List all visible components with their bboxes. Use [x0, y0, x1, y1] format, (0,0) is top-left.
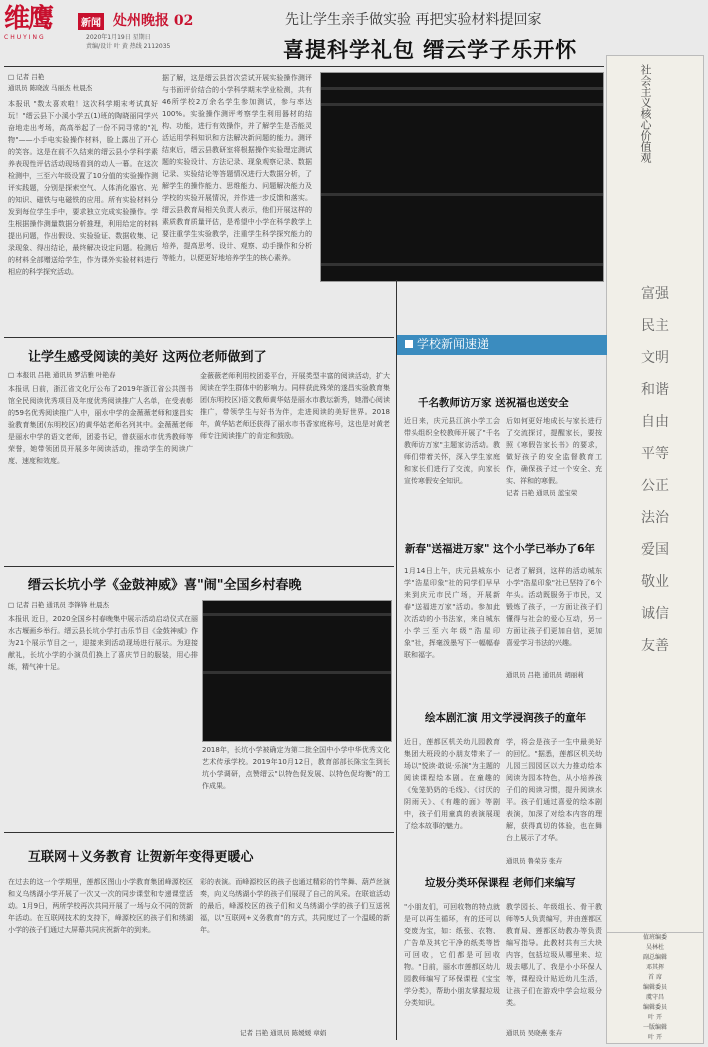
editorial-box	[606, 932, 704, 1044]
news-title: 绘本剧汇演 用文学浸润孩子的童年	[425, 712, 587, 724]
editorial-line: 叶 开	[648, 1034, 662, 1041]
editorial-line: 副总编辑	[642, 954, 667, 961]
core-values-sidebar	[606, 55, 704, 933]
article-rule	[4, 566, 394, 567]
logo-text: 维鹰	[4, 4, 53, 34]
article-byline: □ 记者 吕艳 通讯员 李锋锋 杜晨杰	[8, 601, 109, 609]
news-title: 新春"送福进万家" 这个小学已举办了6年	[405, 543, 595, 555]
page-number: 02	[173, 13, 194, 29]
section-tag: 新闻	[78, 13, 104, 30]
article-byline: □ 本报讯 吕艳 通讯员 罗洁雅 叶艳春	[8, 371, 116, 379]
value-item: 和谐	[641, 382, 669, 398]
article-col1: 在过去的这一个学期里，莲都区图山小学教育集团峰源校区和义乌绣湖小学开展了一次又一次的同步课堂和专递课堂活动。1月9日，两所学校再次共同开展了一场与众不同的贺新年活动。在互联网技术的支持下，峰源校区的孩子们和绣湖小学的孩子们通过大屏幕共同庆祝新年的到来。	[8, 878, 193, 934]
editorial-line: 首 席	[648, 974, 662, 981]
article-title: 缙云长坑小学《金鼓神威》喜"闹"全国乡村春晚	[28, 578, 302, 593]
value-item: 文明	[641, 350, 669, 366]
lead-byline	[8, 72, 158, 94]
news-col1: "小朋友们，可回收物的特点就是可以再生循环，有的还可以变废为宝，如：纸张、衣物、广告单及其它干净的纸类等皆可回收，它们都是可回收物。"日前，丽水市莲都区幼儿园教师编写了环保课程《宝宝学分类》，帮助小朋友掌握垃圾分类知识。	[404, 903, 500, 1007]
value-item: 诚信	[641, 606, 669, 622]
paper-name	[113, 10, 193, 30]
editorial-line: 一版编辑	[642, 1024, 667, 1031]
news-col2: 学，将会是孩子一生中最美好的回忆。"据悉，莲都区机关幼儿园三园园区以大力推动绘本阅读为园本特色，从小培养孩子们的阅读习惯，提升阅读水平。孩子们通过喜爱的绘本剧表演，加深了对绘本内容的理解，获得真切的体验，也在舞台上展示了才华。	[506, 738, 602, 842]
lead-kicker: 先让学生亲手做实验 再把实验材料提回家	[285, 12, 542, 28]
value-item: 敬业	[641, 574, 669, 590]
article-col2: 2018年，长坑小学被确定为第二批全国中小学中华优秀文化艺术传承学校。2019年10月12日，教育部部长陈宝生到长坑小学调研，点赞缙云"以特色促发展、以特色促均衡"的工作成果。	[202, 746, 390, 790]
lead-col2: 据了解，这是缙云县首次尝试开展实验操作测评与书面评价结合的小学科学期末学业检测，共有46所学校2万余名学生参加测试，参与率达100%。实验操作测评考察学生利用器材的结构、功能，进行有效操作，并了解学生是否能灵活运用学科知识和方法解决新问题的能力。测评结束后，缙云县教研室将根据操作实验理定测试题的实验设计、方法记录、现象观察记录、数据记录、实验结论等答题情况进行大数据分析，了解学生的操作能力、思维能力、问题解决能力及学校的实验开展情况，并作进一步反馈和落实。缙云县教育局相关负责人表示，他们开展这样的素质教育质量评估，是希望中小学在科学教学上要注重学生实验教学，注重学生科学探究能力的培养，提高思考、设计、观察、动手操作和分析等能力，以便更好地培养学生的核心素养。	[162, 74, 312, 262]
paper-title: 处州晚报	[113, 13, 169, 29]
news-col2: 记者了解到，这样的活动城东小学"浩星印象"社已坚持了6个年头。活动既服务于市民，又锻炼了孩子，一方面让孩子们懂得与社会的爱心互动，另一方面让孩子们更加自信，更加喜爱学习书法的兴趣。	[506, 567, 602, 647]
article-rule	[4, 832, 394, 833]
article-title: 让学生感受阅读的美好 这两位老师做到了	[28, 350, 267, 365]
news-title: 垃圾分类环保课程 老师们来编写	[425, 877, 576, 889]
news-col2: 教学园长、年级组长、骨干教师等5人负责编写，并由莲都区教育局、莲都区幼教办等负责编写指导。此教材共有三大块内容，包括垃圾从哪里来、垃圾去哪儿了、我是小小环保人等，课程设计贴近幼儿生活，让孩子们在游戏中学会垃圾分类。	[506, 903, 602, 1007]
editorial-line: 邓其挥	[645, 964, 664, 971]
news-col1: 近日来，庆元县江滨小学工会带头组织全校教师开展了"千名教师访万家"主题家访活动。教师们带着关怀，深入学生家庭和家长们进行了交流，向家长宣传寒假安全知识。	[404, 417, 500, 485]
news-col1: 近日，莲都区机关幼儿园教育集团大班段的小朋友带来了一场以"悦读·敢说·乐演"为主题的阅读课程绘本剧。在童趣的《兔笼奶奶的毛线》、《讨厌的阴雨天》、《有趣的面》等剧中，孩子们用童真的表演展现了绘本故事的魅力。	[404, 738, 500, 830]
column-divider	[396, 280, 397, 1040]
news-col2: 后如何更好地成长与家长进行了交流探讨，提醒家长，要按照《寒假告家长书》的要求，做好孩子的安全监督教育工作，确保孩子过一个安全、充实、祥和的寒假。	[506, 417, 602, 485]
news-byline: 记者 吕艳 通讯员 蓝宝荣	[506, 489, 578, 497]
article-col2: 彩的表演。而峰源校区的孩子也通过精彩的竹竿舞、葫芦丝演奏，向义乌绣湖小学的孩子们展现了自己的风采。在联谊活动的最后，峰源校区的孩子们和义乌绣湖小学的孩子们互送祝福，以"互联网+义务教育"的方式，共同度过了一个温暖的新年。	[200, 878, 390, 934]
lead-byline-reporter: □ 记者 吕艳	[8, 73, 45, 81]
news-byline: 通讯员 鲁荣芬 张卉	[506, 857, 563, 865]
value-item: 友善	[641, 638, 669, 654]
logo-subtext: CHUYING	[4, 34, 46, 41]
article-col1: 本报讯 近日，2020全国乡村春晚集中展示活动启动仪式在丽水古堰画乡举行。缙云县长坑小学打击乐节目《金鼓神威》作为21个展示节目之一，迎接来到活动现场进行展示。为迎接献礼，长坑小学的小演员们换上了喜庆节日的服装，用心排练，精气神十足。	[8, 615, 198, 671]
masthead-rule	[4, 66, 604, 67]
article-title: 互联网＋义务教育 让贺新年变得更暖心	[28, 850, 254, 865]
editorial-line: 值班编委	[642, 934, 667, 941]
article-col2: 金薇薇老师利用校团委平台，开展类型丰富的阅读活动，扩大阅读在学生群体中的影响力。同样获此殊荣的遂昌实验教育集团(东明校区)语文教师黄华姑是丽水市教坛新秀，她潜心阅读推广，带领学生与好书为伴，走进阅读的美好世界。2018年，黄华姑老师还获得了丽水市书香家庭称号，这也是对黄老师专注阅读推广的肯定和鼓励。	[200, 372, 390, 440]
value-item: 公正	[641, 478, 669, 494]
core-values-list	[607, 278, 703, 662]
lead-headline: 喜提科学礼包 缙云学子乐开怀	[283, 38, 578, 62]
value-item: 民主	[641, 318, 669, 334]
editorial-line: 编辑委员	[642, 1004, 667, 1011]
date-line: 2020年1月19日 星期日	[86, 34, 151, 41]
article-col1: 本报讯 日前，浙江省文化厅公布了2019年浙江省公共图书馆全民阅读优秀项目及年度优秀阅读推广人名单，在受表彰的59名优秀阅读推广人中，丽水中学的金薇薇老师和遂昌实验教育集团(东明校区)的黄华姑老师名列其中。金薇薇老师是丽水中学的语文老师，团委书记，曾获丽水市优秀教师等荣誉，她带领团员开展多年阅读活动，推动学生的阅读广度、速度和效度。	[8, 385, 193, 465]
news-byline: 通讯员 吴晓燕 张卉	[506, 1029, 563, 1037]
value-item: 平等	[641, 446, 669, 462]
value-item: 法治	[641, 510, 669, 526]
editor-line: 责编/设计 叶 黄 热线 2112035	[86, 43, 171, 50]
value-item: 富强	[641, 286, 669, 302]
lead-byline-correspondents: 通讯员 陈晓波 马丽杰 杜晨杰	[8, 84, 93, 92]
editorial-line: 吴林杜	[645, 944, 664, 951]
editorial-line: 编辑委员	[642, 984, 667, 991]
news-banner-label: 学校新闻速递	[417, 337, 490, 351]
newspaper-logo	[4, 4, 76, 44]
core-values-motto: 社会主义核心价值观	[639, 64, 652, 163]
editorial-line: 叶 开	[648, 1014, 662, 1021]
news-title: 千名教师访万家 送祝福也送安全	[418, 397, 569, 409]
value-item: 爱国	[641, 542, 669, 558]
news-col1: 1月14日上午，庆元县城东小学"浩星印象"社的同学们早早来到庆元市民广场，开展新春"送福进万家"活动。参加此次活动的小书法家，来自城东小学三至六年级"浩星印象"社，挥毫泼墨写下一幅幅春联和福字。	[404, 567, 500, 659]
editorial-line: 虞守昌	[645, 994, 664, 1001]
article-photo	[202, 600, 392, 742]
lead-photo	[320, 72, 604, 282]
news-byline: 通讯员 吕艳 通讯员 胡丽莉	[506, 671, 584, 679]
lead-col1: 本报讯 "数太喜欢啦！这次科学期末考试真好玩！"缙云县下小溪小学五(1)班的陶晓丽同学兴奋地走出考场，高高举起了一份不同寻常的"礼物"——小手电实验操作材料，脸上露出了开心的笑容。这是在前不久结束的缙云县小学科学素养表现性评估活动现场看到的动人一幕。在这次检测中，三至六年级设置了10分值的实验操作测评实践题，分别是探索空气、人体消化器官、光的知识、磁铁与电磁铁的应用。所有实验材料分发到每位学生手中，要求独立完成实验操作。学生根据操作测量数据分析推理，利用给定的材料提出问题，作出假设、实验验证、数据收集、记录现象、得出结论，最终解决设定问题。检测后的材料全部赠送给学生，作为课外实验材料进行相应的科学探究活动。	[8, 100, 158, 276]
banner-square-icon	[405, 340, 413, 348]
article-byline: 记者 吕艳 通讯员 陈媛媛 章娟	[240, 1029, 327, 1037]
lead-bottom-rule	[4, 337, 394, 338]
value-item: 自由	[641, 414, 669, 430]
news-section-banner	[397, 335, 607, 355]
